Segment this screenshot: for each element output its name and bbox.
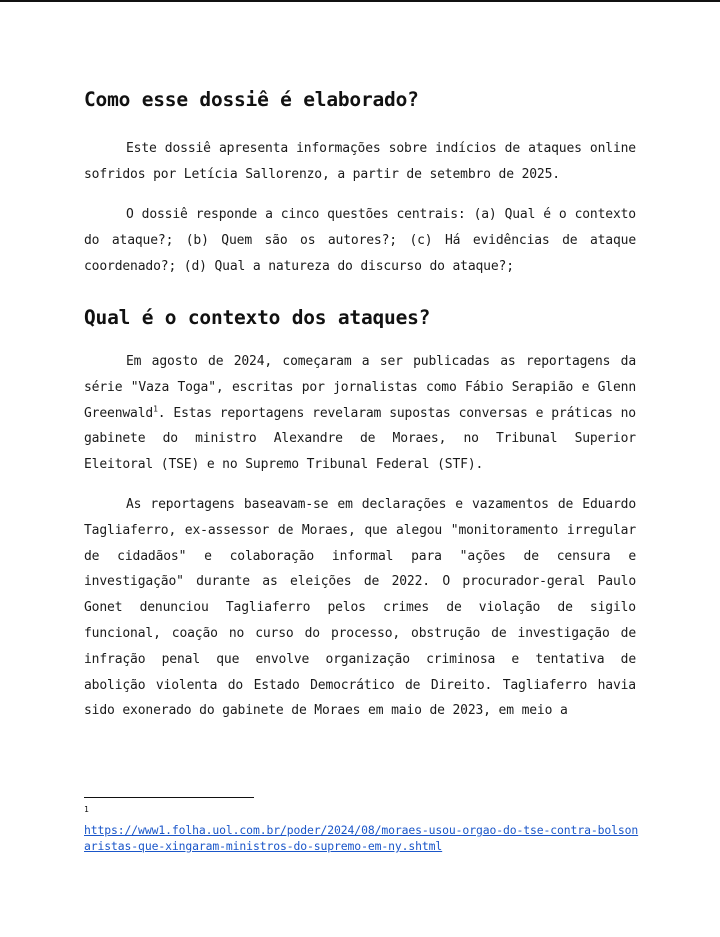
section-heading-context: Qual é o contexto dos ataques? bbox=[84, 306, 431, 329]
paragraph-tagliaferro: As reportagens baseavam-se em declarações e vazamentos de Eduardo Tagliaferro, ex-assessor de Moraes, que alegou "monitoramento irregular de cidadãos" e colaboração informal para "ações de censura e investigação" durante as eleições de 2022. O procurador-geral Paulo Gonet denunciou Tagliaferro pelos crimes de violação de sigilo funcional, coação no curso do processo, obstrução de investigação de infração penal que envolve organização criminosa e tentativa de abolição violenta do Estado Democrático de Direito. Tagliaferro havia sido exonerado do gabinete de Moraes em maio de 2023, em meio a bbox=[84, 497, 636, 719]
footnote-divider bbox=[84, 797, 254, 798]
footnote-link[interactable]: https://www1.folha.uol.com.br/poder/2024/08/moraes-usou-orgao-do-tse-contra-bolsonaristas-que-xingaram-ministros-do-supremo-em-ny.shtml bbox=[84, 823, 639, 853]
footnote-number: 1 bbox=[84, 805, 89, 814]
section-heading-dossier: Como esse dossiê é elaborado? bbox=[84, 88, 419, 111]
paragraph-intro: Este dossiê apresenta informações sobre indícios de ataques online sofridos por Letícia Sallorenzo, a partir de setembro de 2025. bbox=[84, 141, 636, 182]
paragraph-vaza-toga-text-a: Em agosto de 2024, começaram a ser publicadas as reportagens da série "Vaza Toga", escritas por jornalistas como Fábio Serapião e Glenn Greenwald bbox=[84, 354, 636, 421]
paragraph-vaza-toga bbox=[84, 349, 636, 478]
top-border bbox=[0, 0, 720, 2]
footnote-marker[interactable]: 1 bbox=[153, 404, 158, 414]
paragraph-vaza-toga-text-b: . Estas reportagens revelaram supostas conversas e práticas no gabinete do ministro Alexandre de Moraes, no Tribunal Superior Eleitoral (TSE) e no Supremo Tribunal Federal (STF). bbox=[84, 405, 636, 473]
paragraph-questions: O dossiê responde a cinco questões centrais: (a) Qual é o contexto do ataque?; (b) Quem são os autores?; (c) Há evidências de ataque coordenado?; (d) Qual a natureza do discurso do ataque?; bbox=[84, 207, 636, 274]
